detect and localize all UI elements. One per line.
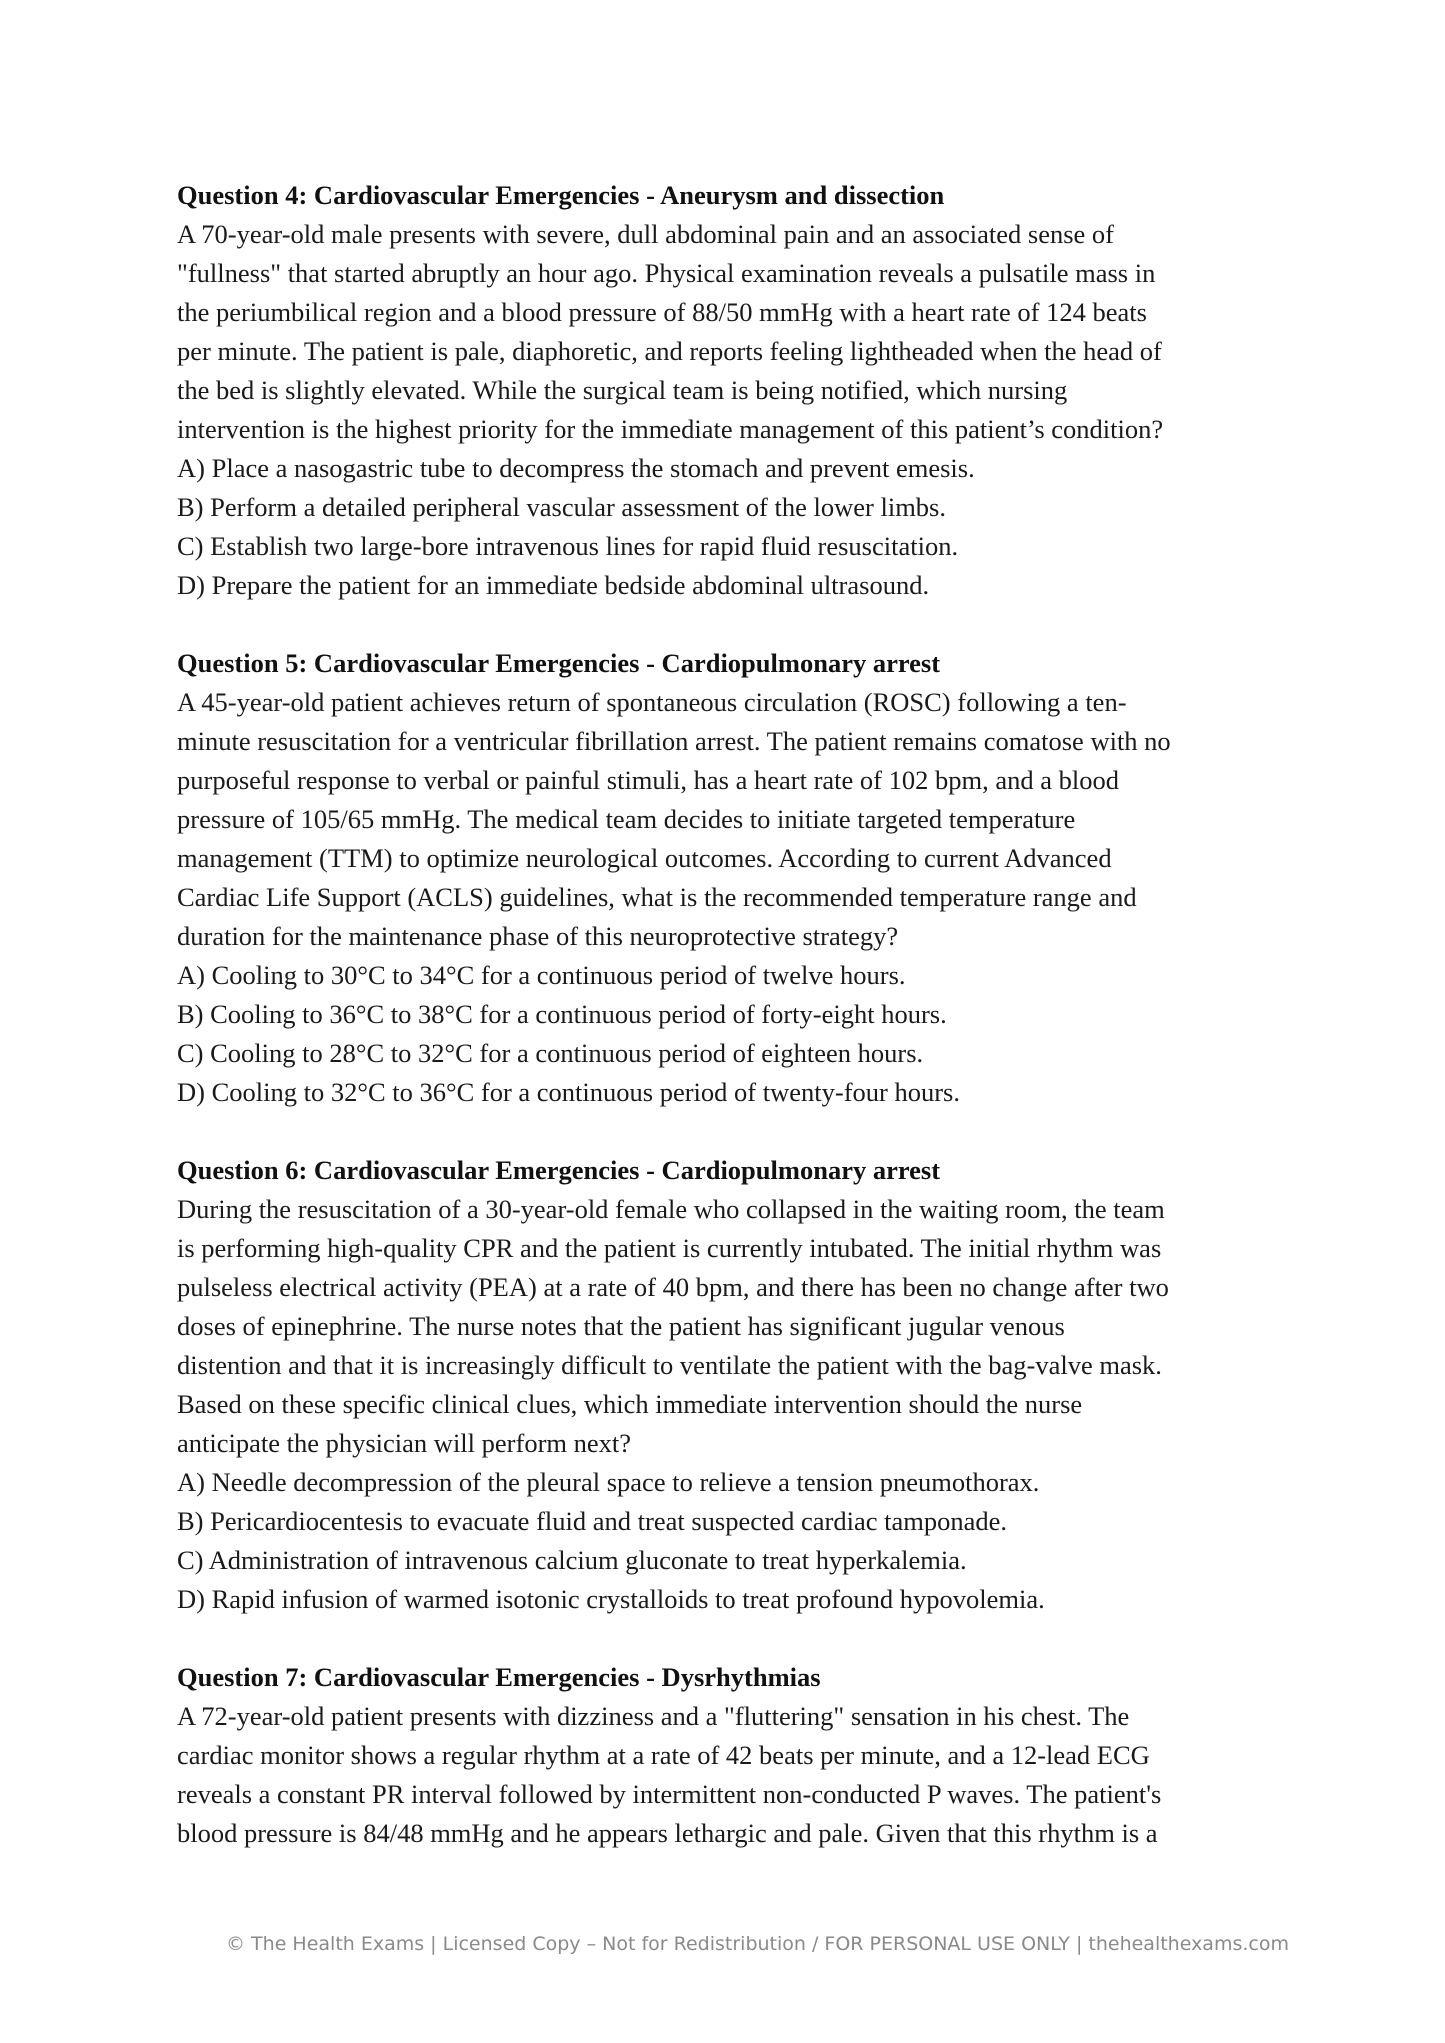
question-text-line: anticipate the physician will perform next? <box>177 1428 632 1458</box>
question-title: Question 5: Cardiovascular Emergencies - Cardiopulmonary arrest <box>177 648 941 678</box>
question-text-line: A 70-year-old male presents with severe, dull abdominal pain and an associated sense of <box>177 219 1114 249</box>
question-text-line: "fullness" that started abruptly an hour ago. Physical examination reveals a pulsatile mass in <box>177 258 1156 288</box>
question-text-line: is performing high-quality CPR and the patient is currently intubated. The initial rhythm was <box>177 1233 1162 1263</box>
question-text-line: cardiac monitor shows a regular rhythm at a rate of 42 beats per minute, and a 12-lead ECG <box>177 1740 1150 1770</box>
document-page <box>177 176 1297 1892</box>
answer-option-c: C) Administration of intravenous calcium gluconate to treat hyperkalemia. <box>177 1545 967 1575</box>
question-text-line: A 45-year-old patient achieves return of spontaneous circulation (ROSC) following a ten- <box>177 687 1127 717</box>
question-text-line: A 72-year-old patient presents with dizziness and a "fluttering" sensation in his chest. The <box>177 1701 1130 1731</box>
question-text-line: management (TTM) to optimize neurological outcomes. According to current Advanced <box>177 843 1112 873</box>
answer-option-c: C) Establish two large-bore intravenous lines for rapid fluid resuscitation. <box>177 531 959 561</box>
page-footer: © The Health Exams | Licensed Copy – Not for Redistribution / FOR PERSONAL USE ONLY | thehealthexams.com <box>226 1933 1289 1955</box>
question-text-line: blood pressure is 84/48 mmHg and he appears lethargic and pale. Given that this rhythm is a <box>177 1818 1158 1848</box>
answer-option-d: D) Prepare the patient for an immediate bedside abdominal ultrasound. <box>177 570 930 600</box>
answer-option-d: D) Cooling to 32°C to 36°C for a continuous period of twenty-four hours. <box>177 1077 960 1107</box>
question-4 <box>177 176 1297 605</box>
question-6 <box>177 1151 1297 1619</box>
question-text-line: pulseless electrical activity (PEA) at a rate of 40 bpm, and there has been no change after two <box>177 1272 1169 1302</box>
question-text-line: During the resuscitation of a 30-year-old female who collapsed in the waiting room, the team <box>177 1194 1165 1224</box>
answer-option-d: D) Rapid infusion of warmed isotonic crystalloids to treat profound hypovolemia. <box>177 1584 1045 1614</box>
question-text-line: the periumbilical region and a blood pressure of 88/50 mmHg with a heart rate of 124 beats <box>177 297 1147 327</box>
answer-option-a: A) Place a nasogastric tube to decompress the stomach and prevent emesis. <box>177 453 975 483</box>
answer-option-b: B) Perform a detailed peripheral vascular assessment of the lower limbs. <box>177 492 946 522</box>
question-text-line: doses of epinephrine. The nurse notes that the patient has significant jugular venous <box>177 1311 1065 1341</box>
question-5 <box>177 644 1297 1112</box>
question-text-line: per minute. The patient is pale, diaphoretic, and reports feeling lightheaded when the head of <box>177 336 1162 366</box>
question-text-line: reveals a constant PR interval followed by intermittent non-conducted P waves. The patient's <box>177 1779 1162 1809</box>
question-text-line: intervention is the highest priority for the immediate management of this patient’s condition? <box>177 414 1164 444</box>
question-title: Question 6: Cardiovascular Emergencies - Cardiopulmonary arrest <box>177 1155 941 1185</box>
question-7 <box>177 1658 1297 1853</box>
answer-option-a: A) Needle decompression of the pleural space to relieve a tension pneumothorax. <box>177 1467 1040 1497</box>
question-title: Question 7: Cardiovascular Emergencies - Dysrhythmias <box>177 1662 821 1692</box>
answer-option-c: C) Cooling to 28°C to 32°C for a continuous period of eighteen hours. <box>177 1038 924 1068</box>
question-text-line: Cardiac Life Support (ACLS) guidelines, what is the recommended temperature range and <box>177 882 1137 912</box>
question-text-line: the bed is slightly elevated. While the surgical team is being notified, which nursing <box>177 375 1068 405</box>
question-text-line: Based on these specific clinical clues, which immediate intervention should the nurse <box>177 1389 1083 1419</box>
question-text-line: distention and that it is increasingly difficult to ventilate the patient with the bag-valve mask. <box>177 1350 1162 1380</box>
answer-option-b: B) Pericardiocentesis to evacuate fluid and treat suspected cardiac tamponade. <box>177 1506 1007 1536</box>
answer-option-a: A) Cooling to 30°C to 34°C for a continuous period of twelve hours. <box>177 960 906 990</box>
question-text-line: pressure of 105/65 mmHg. The medical team decides to initiate targeted temperature <box>177 804 1076 834</box>
question-title: Question 4: Cardiovascular Emergencies - Aneurysm and dissection <box>177 180 945 210</box>
question-text-line: minute resuscitation for a ventricular fibrillation arrest. The patient remains comatose with no <box>177 726 1171 756</box>
answer-option-b: B) Cooling to 36°C to 38°C for a continuous period of forty-eight hours. <box>177 999 947 1029</box>
question-text-line: purposeful response to verbal or painful stimuli, has a heart rate of 102 bpm, and a blood <box>177 765 1119 795</box>
question-text-line: duration for the maintenance phase of this neuroprotective strategy? <box>177 921 899 951</box>
